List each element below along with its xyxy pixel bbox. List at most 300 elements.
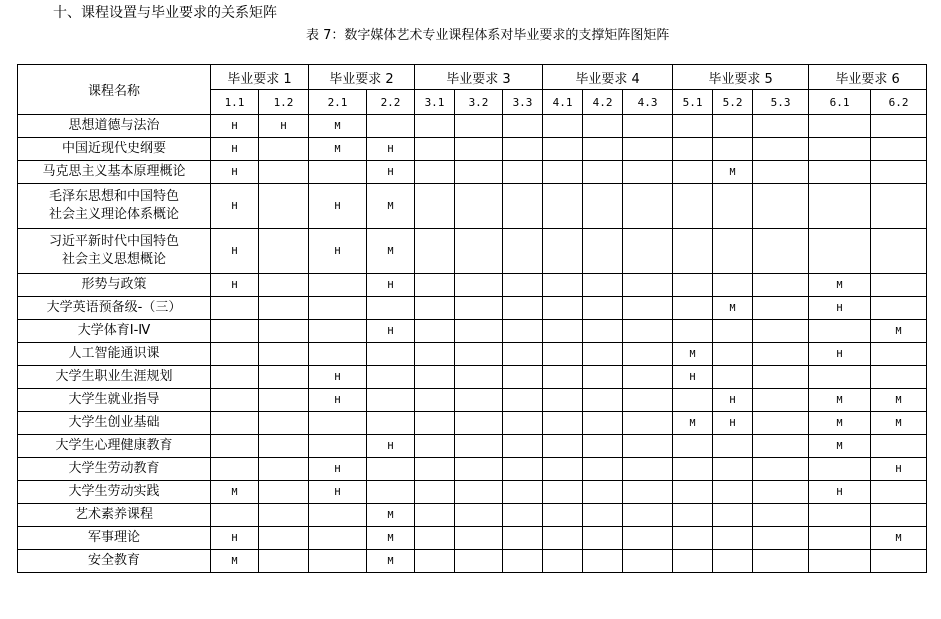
- support-level-cell: [809, 115, 871, 138]
- support-level-cell: [415, 320, 455, 343]
- support-level-cell: [753, 138, 809, 161]
- support-level-cell: [623, 527, 673, 550]
- support-level-cell: H: [309, 366, 367, 389]
- support-level-cell: [503, 161, 543, 184]
- support-level-cell: M: [713, 297, 753, 320]
- support-level-cell: [871, 115, 927, 138]
- course-name-line: 军事理论: [87, 530, 140, 545]
- support-level-cell: [673, 550, 713, 573]
- support-level-cell: [455, 297, 503, 320]
- support-level-cell: H: [809, 343, 871, 366]
- support-level-cell: H: [673, 366, 713, 389]
- support-level-cell: [871, 297, 927, 320]
- support-level-cell: [259, 229, 309, 274]
- support-level-cell: [503, 435, 543, 458]
- support-level-cell: [753, 435, 809, 458]
- support-level-cell: [673, 138, 713, 161]
- matrix-body: [18, 115, 927, 573]
- course-name-cell: [18, 504, 211, 527]
- support-level-cell: [753, 458, 809, 481]
- support-level-cell: [673, 297, 713, 320]
- support-level-cell: [309, 550, 367, 573]
- course-name-cell: [18, 229, 211, 274]
- support-level-cell: [753, 481, 809, 504]
- support-level-cell: [309, 527, 367, 550]
- support-level-cell: [415, 504, 455, 527]
- support-level-cell: [415, 481, 455, 504]
- support-level-cell: [367, 343, 415, 366]
- course-name-cell: [18, 481, 211, 504]
- support-level-cell: [809, 229, 871, 274]
- support-level-cell: [713, 527, 753, 550]
- support-level-cell: M: [367, 229, 415, 274]
- course-name-line: 大学生职业生涯规划: [55, 369, 173, 384]
- sub-requirement-header: 3.3: [503, 90, 543, 115]
- table-row: [18, 184, 927, 229]
- support-level-cell: [623, 435, 673, 458]
- sub-requirement-header: 3.1: [415, 90, 455, 115]
- support-level-cell: [503, 481, 543, 504]
- support-level-cell: [871, 184, 927, 229]
- support-level-cell: [673, 504, 713, 527]
- support-level-cell: [415, 527, 455, 550]
- support-level-cell: [753, 320, 809, 343]
- support-level-cell: M: [367, 527, 415, 550]
- support-level-cell: [455, 343, 503, 366]
- support-level-cell: [713, 366, 753, 389]
- support-level-cell: [713, 274, 753, 297]
- support-level-cell: [503, 184, 543, 229]
- support-level-cell: H: [871, 458, 927, 481]
- table-row: [18, 274, 927, 297]
- table-row: [18, 343, 927, 366]
- table-row: [18, 504, 927, 527]
- support-level-cell: [503, 274, 543, 297]
- support-level-cell: [753, 343, 809, 366]
- support-level-cell: M: [871, 320, 927, 343]
- course-name-line: 大学生就业指导: [68, 392, 160, 407]
- requirement-header-row: [18, 65, 927, 90]
- support-level-cell: M: [809, 435, 871, 458]
- course-name-line: 马克思主义基本原理概论: [42, 164, 186, 179]
- support-level-cell: M: [713, 161, 753, 184]
- table-row: [18, 161, 927, 184]
- support-level-cell: [415, 229, 455, 274]
- support-level-cell: H: [367, 138, 415, 161]
- support-level-cell: [543, 184, 583, 229]
- support-level-cell: [415, 343, 455, 366]
- support-level-cell: [753, 527, 809, 550]
- course-name-line: 习近平新时代中国特色: [48, 234, 179, 249]
- support-level-cell: [309, 274, 367, 297]
- requirement-header-4: 毕业要求 4: [543, 65, 673, 90]
- support-level-cell: [455, 527, 503, 550]
- support-level-cell: [503, 343, 543, 366]
- support-level-cell: H: [309, 389, 367, 412]
- support-level-cell: [415, 458, 455, 481]
- support-level-cell: [871, 481, 927, 504]
- support-level-cell: [583, 184, 623, 229]
- support-level-cell: [871, 504, 927, 527]
- support-level-cell: [259, 481, 309, 504]
- support-level-cell: [753, 274, 809, 297]
- support-level-cell: [753, 297, 809, 320]
- support-level-cell: [543, 389, 583, 412]
- support-level-cell: [583, 550, 623, 573]
- support-level-cell: [309, 161, 367, 184]
- support-level-cell: [259, 184, 309, 229]
- support-level-cell: [713, 184, 753, 229]
- support-level-cell: [713, 550, 753, 573]
- support-level-cell: [583, 274, 623, 297]
- support-level-cell: M: [367, 550, 415, 573]
- support-level-cell: [455, 366, 503, 389]
- support-level-cell: [259, 297, 309, 320]
- course-name-line: 大学体育Ⅰ-Ⅳ: [77, 323, 151, 338]
- course-name-header: 课程名称: [18, 65, 211, 115]
- support-level-cell: [367, 481, 415, 504]
- support-level-cell: [455, 138, 503, 161]
- support-level-cell: H: [211, 161, 259, 184]
- course-name-line: 人工智能通识课: [68, 346, 160, 361]
- course-name-line: 形势与政策: [81, 277, 147, 292]
- support-level-cell: [455, 274, 503, 297]
- support-level-cell: [367, 458, 415, 481]
- support-level-cell: [415, 274, 455, 297]
- support-level-cell: [415, 435, 455, 458]
- support-level-cell: [367, 412, 415, 435]
- table-row: [18, 297, 927, 320]
- course-name-cell: [18, 138, 211, 161]
- support-level-cell: [211, 343, 259, 366]
- support-level-cell: [753, 115, 809, 138]
- support-level-cell: M: [809, 389, 871, 412]
- support-level-cell: [259, 389, 309, 412]
- support-level-cell: [543, 343, 583, 366]
- support-level-cell: [583, 320, 623, 343]
- support-level-cell: H: [211, 527, 259, 550]
- course-name-line: 大学生心理健康教育: [55, 438, 173, 453]
- support-level-cell: [211, 412, 259, 435]
- support-level-cell: H: [309, 184, 367, 229]
- support-level-cell: [623, 297, 673, 320]
- support-matrix-table: [17, 64, 927, 573]
- sub-requirement-header: 3.2: [455, 90, 503, 115]
- support-level-cell: [713, 320, 753, 343]
- support-level-cell: H: [259, 115, 309, 138]
- support-level-cell: [809, 138, 871, 161]
- support-level-cell: [583, 115, 623, 138]
- support-level-cell: [673, 274, 713, 297]
- course-name-cell: [18, 343, 211, 366]
- support-level-cell: H: [367, 435, 415, 458]
- support-level-cell: M: [871, 389, 927, 412]
- table-row: [18, 229, 927, 274]
- support-level-cell: [543, 435, 583, 458]
- course-name-line: 艺术素养课程: [74, 507, 153, 522]
- support-level-cell: [583, 161, 623, 184]
- course-name-line: 大学生劳动教育: [68, 461, 160, 476]
- support-level-cell: [211, 435, 259, 458]
- support-level-cell: [543, 527, 583, 550]
- support-level-cell: [259, 458, 309, 481]
- support-level-cell: [503, 297, 543, 320]
- support-level-cell: [455, 435, 503, 458]
- support-level-cell: [871, 366, 927, 389]
- support-level-cell: [673, 229, 713, 274]
- support-level-cell: [211, 504, 259, 527]
- course-name-cell: [18, 550, 211, 573]
- course-name-line: 安全教育: [87, 553, 140, 568]
- table-row: [18, 550, 927, 573]
- support-level-cell: [583, 504, 623, 527]
- support-level-cell: [415, 550, 455, 573]
- support-level-cell: [455, 229, 503, 274]
- support-level-cell: [259, 550, 309, 573]
- support-level-cell: [415, 161, 455, 184]
- support-level-cell: [455, 161, 503, 184]
- support-level-cell: [259, 366, 309, 389]
- support-level-cell: [623, 320, 673, 343]
- table-row: [18, 366, 927, 389]
- support-level-cell: [259, 504, 309, 527]
- course-name-cell: [18, 161, 211, 184]
- support-level-cell: [543, 115, 583, 138]
- support-level-cell: [259, 320, 309, 343]
- support-level-cell: [543, 412, 583, 435]
- support-level-cell: [713, 343, 753, 366]
- support-level-cell: H: [309, 481, 367, 504]
- course-name-cell: [18, 274, 211, 297]
- requirement-header-5: 毕业要求 5: [673, 65, 809, 90]
- support-level-cell: [309, 297, 367, 320]
- support-level-cell: [673, 115, 713, 138]
- support-level-cell: [543, 297, 583, 320]
- support-level-cell: M: [211, 550, 259, 573]
- support-level-cell: [809, 458, 871, 481]
- course-name-cell: [18, 527, 211, 550]
- sub-requirement-header: 1.2: [259, 90, 309, 115]
- support-level-cell: H: [367, 320, 415, 343]
- support-level-cell: [543, 229, 583, 274]
- support-level-cell: M: [211, 481, 259, 504]
- support-level-cell: H: [367, 161, 415, 184]
- course-name-line: 中国近现代史纲要: [61, 141, 166, 156]
- support-level-cell: [623, 274, 673, 297]
- course-name-cell: [18, 184, 211, 229]
- requirement-header-6: 毕业要求 6: [809, 65, 927, 90]
- course-name-line: 社会主义思想概论: [61, 252, 166, 267]
- support-level-cell: [211, 297, 259, 320]
- support-level-cell: [503, 229, 543, 274]
- support-level-cell: [415, 412, 455, 435]
- course-name-cell: [18, 435, 211, 458]
- support-level-cell: [623, 161, 673, 184]
- support-level-cell: [503, 458, 543, 481]
- support-level-cell: [309, 320, 367, 343]
- support-level-cell: [455, 389, 503, 412]
- table-row: [18, 320, 927, 343]
- support-level-cell: H: [211, 229, 259, 274]
- requirement-header-3: 毕业要求 3: [415, 65, 543, 90]
- sub-requirement-header: 5.3: [753, 90, 809, 115]
- support-level-cell: M: [367, 184, 415, 229]
- course-name-cell: [18, 297, 211, 320]
- support-level-cell: H: [713, 412, 753, 435]
- support-level-cell: [455, 550, 503, 573]
- support-level-cell: [503, 504, 543, 527]
- support-level-cell: H: [713, 389, 753, 412]
- support-level-cell: [713, 229, 753, 274]
- course-name-line: 社会主义理论体系概论: [48, 207, 179, 222]
- sub-requirement-header: 1.1: [211, 90, 259, 115]
- support-level-cell: [623, 138, 673, 161]
- course-name-cell: [18, 412, 211, 435]
- support-level-cell: [713, 138, 753, 161]
- course-name-line: 大学英语预备级-（三）: [46, 300, 182, 315]
- support-level-cell: [753, 229, 809, 274]
- support-level-cell: M: [871, 527, 927, 550]
- support-level-cell: [623, 115, 673, 138]
- support-level-cell: [713, 504, 753, 527]
- support-level-cell: M: [367, 504, 415, 527]
- support-level-cell: [455, 115, 503, 138]
- sub-requirement-header: 4.1: [543, 90, 583, 115]
- support-level-cell: [623, 184, 673, 229]
- support-level-cell: [211, 320, 259, 343]
- support-level-cell: [673, 161, 713, 184]
- support-level-cell: [583, 435, 623, 458]
- table-row: [18, 527, 927, 550]
- support-level-cell: H: [367, 274, 415, 297]
- support-level-cell: [309, 412, 367, 435]
- support-level-cell: [543, 458, 583, 481]
- support-level-cell: [503, 550, 543, 573]
- support-level-cell: [415, 138, 455, 161]
- sub-requirement-header: 5.1: [673, 90, 713, 115]
- support-level-cell: [753, 389, 809, 412]
- course-name-cell: [18, 115, 211, 138]
- table-row: [18, 389, 927, 412]
- support-level-cell: [455, 320, 503, 343]
- support-level-cell: [673, 527, 713, 550]
- support-level-cell: M: [673, 343, 713, 366]
- support-level-cell: [259, 412, 309, 435]
- support-level-cell: [673, 458, 713, 481]
- support-level-cell: [259, 161, 309, 184]
- support-level-cell: [503, 412, 543, 435]
- support-level-cell: [871, 435, 927, 458]
- support-level-cell: [543, 320, 583, 343]
- support-level-cell: [809, 366, 871, 389]
- support-level-cell: [455, 184, 503, 229]
- support-level-cell: [809, 527, 871, 550]
- sub-requirement-header: 2.1: [309, 90, 367, 115]
- requirement-header-1: 毕业要求 1: [211, 65, 309, 90]
- support-level-cell: [753, 504, 809, 527]
- support-level-cell: [415, 389, 455, 412]
- support-level-cell: [367, 115, 415, 138]
- support-level-cell: [543, 274, 583, 297]
- support-level-cell: [713, 435, 753, 458]
- support-level-cell: [753, 366, 809, 389]
- sub-requirement-header: 5.2: [713, 90, 753, 115]
- support-level-cell: H: [211, 274, 259, 297]
- support-level-cell: [673, 389, 713, 412]
- support-level-cell: [415, 115, 455, 138]
- support-level-cell: [673, 481, 713, 504]
- support-level-cell: [673, 184, 713, 229]
- support-level-cell: [753, 161, 809, 184]
- support-level-cell: [583, 229, 623, 274]
- course-name-cell: [18, 458, 211, 481]
- support-level-cell: [623, 343, 673, 366]
- support-level-cell: [583, 389, 623, 412]
- support-level-cell: [415, 366, 455, 389]
- course-name-cell: [18, 366, 211, 389]
- section-heading: 十、课程设置与毕业要求的关系矩阵: [53, 5, 277, 21]
- support-level-cell: [259, 527, 309, 550]
- support-level-cell: [455, 504, 503, 527]
- support-level-cell: [543, 366, 583, 389]
- course-name-line: 思想道德与法治: [68, 118, 160, 133]
- support-level-cell: [809, 504, 871, 527]
- support-level-cell: [367, 389, 415, 412]
- support-level-cell: H: [309, 458, 367, 481]
- support-level-cell: M: [309, 115, 367, 138]
- table-caption: 表 7：数字媒体艺术专业课程体系对毕业要求的支撑矩阵图矩阵: [306, 28, 670, 43]
- support-level-cell: [211, 458, 259, 481]
- support-level-cell: [259, 274, 309, 297]
- support-level-cell: [543, 138, 583, 161]
- support-level-cell: [583, 366, 623, 389]
- support-level-cell: [583, 458, 623, 481]
- support-level-cell: [583, 343, 623, 366]
- support-level-cell: [809, 184, 871, 229]
- sub-requirement-header: 6.2: [871, 90, 927, 115]
- support-level-cell: [713, 458, 753, 481]
- table-row: [18, 435, 927, 458]
- support-level-cell: [809, 320, 871, 343]
- support-level-cell: [753, 550, 809, 573]
- support-level-cell: [623, 366, 673, 389]
- support-level-cell: [503, 527, 543, 550]
- support-level-cell: [259, 138, 309, 161]
- table-row: [18, 115, 927, 138]
- support-level-cell: [583, 481, 623, 504]
- support-level-cell: [415, 184, 455, 229]
- sub-requirement-header: 2.2: [367, 90, 415, 115]
- support-level-cell: M: [809, 412, 871, 435]
- sub-requirement-header: 6.1: [809, 90, 871, 115]
- support-level-cell: [753, 412, 809, 435]
- support-level-cell: [415, 297, 455, 320]
- support-level-cell: H: [211, 115, 259, 138]
- support-level-cell: [871, 138, 927, 161]
- course-name-line: 毛泽东思想和中国特色: [48, 189, 179, 204]
- support-level-cell: [211, 389, 259, 412]
- course-name-line: 大学生创业基础: [68, 415, 160, 430]
- support-level-cell: [309, 435, 367, 458]
- support-level-cell: M: [871, 412, 927, 435]
- support-level-cell: [623, 504, 673, 527]
- support-level-cell: [367, 297, 415, 320]
- table-row: [18, 481, 927, 504]
- support-level-cell: [583, 297, 623, 320]
- support-level-cell: [623, 229, 673, 274]
- requirement-header-2: 毕业要求 2: [309, 65, 415, 90]
- support-level-cell: [871, 274, 927, 297]
